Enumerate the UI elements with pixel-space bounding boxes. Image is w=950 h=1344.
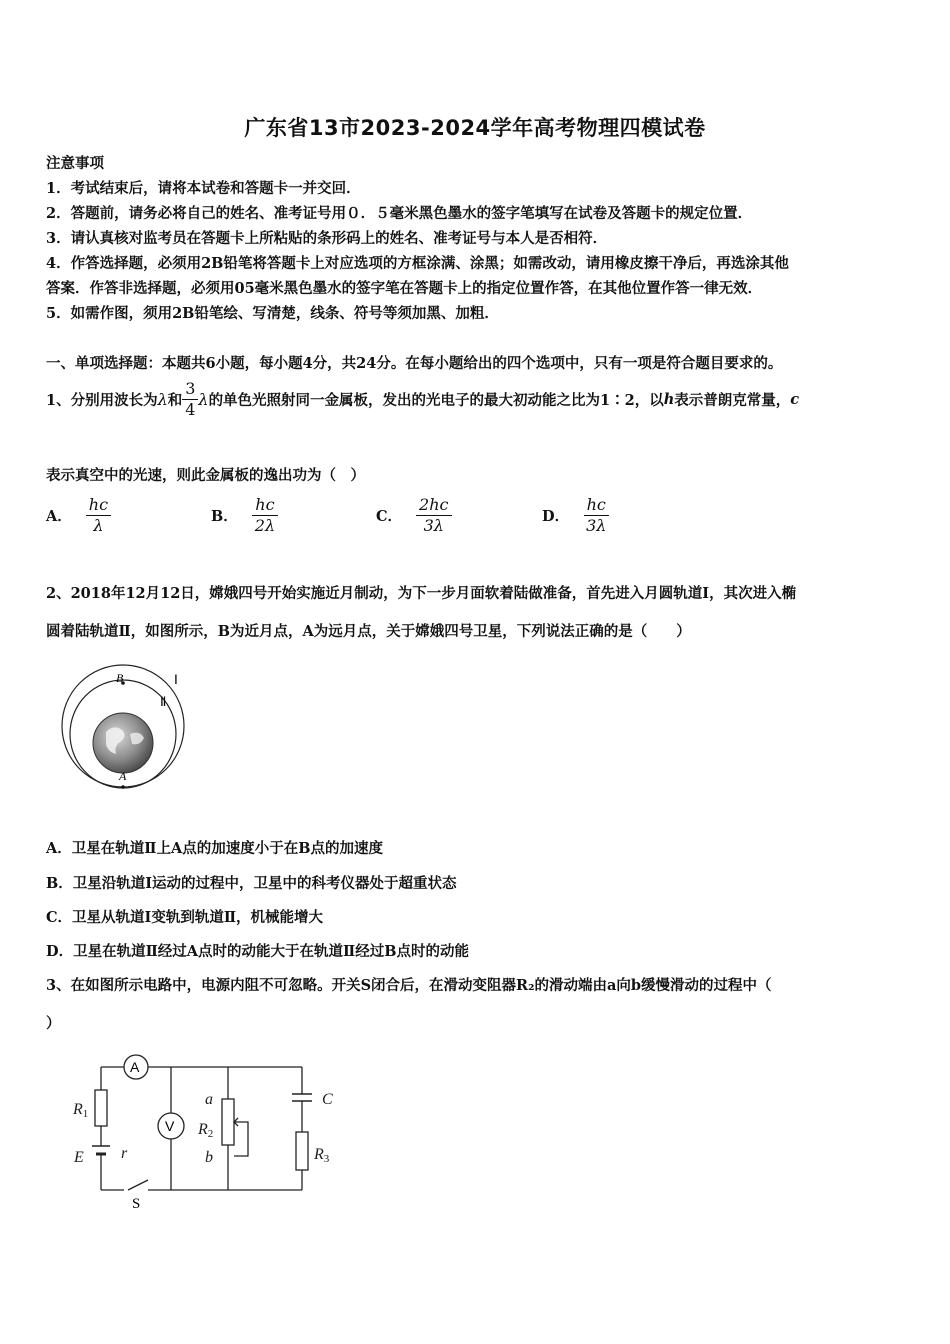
question-1 bbox=[46, 376, 799, 422]
q2-line-1: 2、2018年12月12日，嫦娥四号开始实施近月制动，为下一步月面软着陆做准备，首先进入月圆轨道Ⅰ，其次进入椭 bbox=[46, 585, 797, 602]
q1-option-a: A． $\frac{hc}{\lambda}$ bbox=[46, 496, 111, 535]
page-title: 广东省13市2023-2024学年高考物理四模试卷 bbox=[244, 116, 706, 140]
q1-text-2: 表示普朗克常量， bbox=[674, 391, 791, 409]
r1-label: R1 bbox=[73, 1101, 89, 1120]
moon-globe bbox=[93, 713, 153, 773]
lambda-symbol: λ bbox=[157, 389, 168, 409]
q1-option-d: D． $\frac{hc}{3\lambda}$ bbox=[542, 496, 609, 535]
ammeter-label: A bbox=[130, 1059, 140, 1075]
fraction-three-quarters: $\frac{3}{4}$ bbox=[182, 380, 198, 419]
switch-label: S bbox=[132, 1196, 141, 1212]
q1-option-b: B． $\frac{hc}{2\lambda}$ bbox=[211, 496, 278, 535]
notice-heading: 注意事项 bbox=[46, 155, 104, 172]
label-a: A bbox=[119, 769, 127, 783]
label-orbit-1: Ⅰ bbox=[174, 672, 178, 687]
orbit-diagram bbox=[56, 664, 196, 796]
label-orbit-2: Ⅱ bbox=[160, 694, 167, 709]
q1-line-2: 表示真空中的光速，则此金属板的逸出功为（ ） bbox=[46, 467, 365, 484]
q2-line-2: 圆着陆轨道Ⅱ，如图所示，B为近月点，A为远月点，关于嫦娥四号卫星，下列说法正确的是（ ） bbox=[46, 623, 691, 640]
notice-item: 答案．作答非选择题，必须用05毫米黑色墨水的签字笔在答题卡上的指定位置作答，在其他位置作答一律无效． bbox=[46, 280, 763, 297]
c-symbol: c bbox=[790, 390, 800, 408]
q1-option-c: C． $\frac{2hc}{3\lambda}$ bbox=[376, 496, 452, 535]
voltmeter-label: V bbox=[165, 1118, 175, 1134]
section-heading: 一、单项选择题：本题共6小题，每小题4分，共24分。在每小题给出的四个选项中，只有一项是符合题目要求的。 bbox=[46, 355, 783, 372]
switch-s bbox=[128, 1180, 148, 1190]
h-symbol: h bbox=[663, 390, 675, 408]
capacitor-label: C bbox=[322, 1091, 333, 1108]
q1-prefix: 1、分别用波长为 bbox=[46, 391, 158, 409]
internal-resistance-label: r bbox=[121, 1145, 128, 1162]
point-a bbox=[121, 785, 125, 789]
q2-option-b: B．卫星沿轨道Ⅰ运动的过程中，卫星中的科考仪器处于超重状态 bbox=[46, 875, 457, 892]
q2-option-c: C．卫星从轨道Ⅰ变轨到轨道Ⅱ，机械能增大 bbox=[46, 909, 324, 926]
r3-label: R3 bbox=[314, 1146, 330, 1165]
q1-text: 的单色光照射同一金属板，发出的光电子的最大初动能之比为1∶2，以 bbox=[208, 391, 664, 409]
terminal-b-label: b bbox=[205, 1149, 213, 1166]
rheostat-slider bbox=[234, 1122, 248, 1156]
resistor-r1 bbox=[95, 1090, 107, 1126]
q2-option-a: A．卫星在轨道Ⅱ上A点的加速度小于在B点的加速度 bbox=[46, 840, 383, 857]
circuit-diagram bbox=[66, 1050, 356, 1215]
q1-and: 和 bbox=[167, 391, 183, 409]
notice-item: 1．考试结束后，请将本试卷和答题卡一并交回． bbox=[46, 180, 361, 197]
q3-line-1: 3、在如图所示电路中，电源内阻不可忽略。开关S闭合后，在滑动变阻器R₂的滑动端由a向b缓慢滑动的过程中（ bbox=[46, 977, 772, 994]
resistor-r3 bbox=[296, 1132, 308, 1170]
terminal-a-label: a bbox=[205, 1091, 213, 1108]
lambda-symbol: λ bbox=[198, 389, 209, 409]
rheostat-r2 bbox=[222, 1099, 234, 1145]
notice-item: 4．作答选择题，必须用2B铅笔将答题卡上对应选项的方框涂满、涂黑；如需改动，请用橡皮擦干净后，再选涂其他 bbox=[46, 255, 789, 272]
notice-item: 3．请认真核对监考员在答题卡上所粘贴的条形码上的姓名、准考证号与本人是否相符． bbox=[46, 230, 608, 247]
emf-label: E bbox=[74, 1149, 84, 1166]
label-b: B bbox=[116, 671, 124, 685]
r2-label: R2 bbox=[198, 1121, 214, 1140]
q3-line-2: ） bbox=[46, 1015, 61, 1032]
notice-item: 2．答题前，请务必将自己的姓名、准考证号用０．５毫米黑色墨水的签字笔填写在试卷及答题卡的规定位置． bbox=[46, 205, 753, 222]
notice-item: 5．如需作图，须用2B铅笔绘、写清楚，线条、符号等须加黑、加粗． bbox=[46, 305, 499, 322]
q2-option-d: D．卫星在轨道Ⅱ经过A点时的动能大于在轨道Ⅱ经过B点时的动能 bbox=[46, 943, 470, 960]
